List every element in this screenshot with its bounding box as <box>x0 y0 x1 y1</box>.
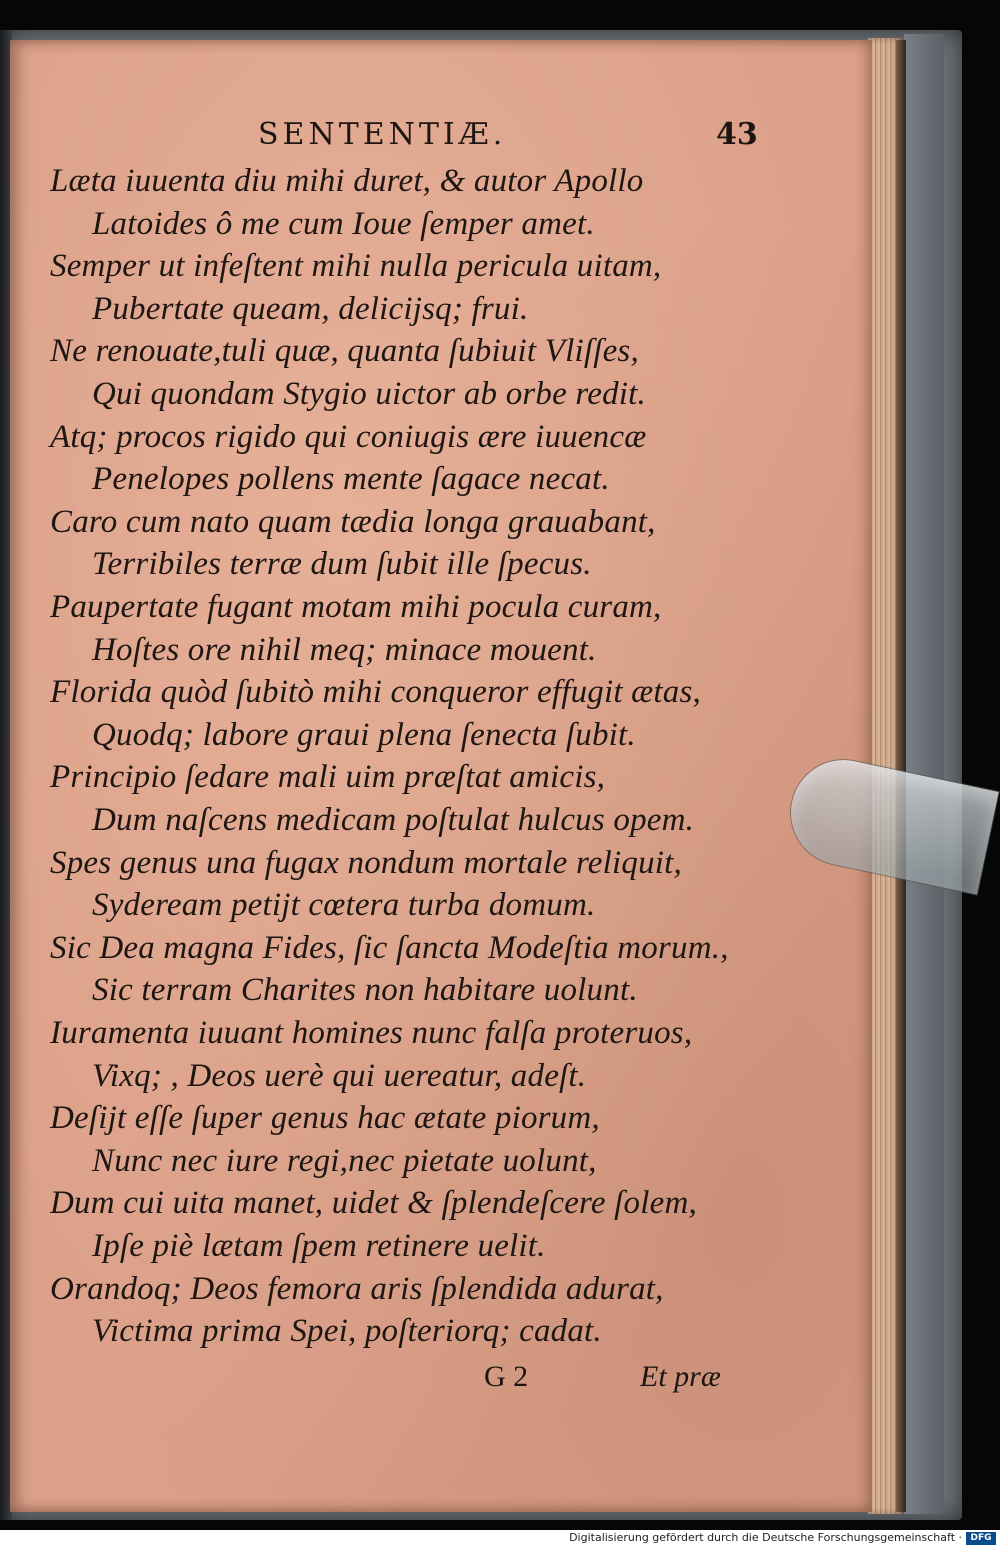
verse-line: Dum naſcens medicam poſtulat hulcus opem. <box>92 802 695 838</box>
verse-line: Qui quondam Stygio uictor ab orbe redit. <box>92 376 646 412</box>
verse-line: Latoides ô me cum Ioue ſemper amet. <box>92 205 595 242</box>
verse-line: Terribiles terræ dum ſubit ille ſpecus. <box>92 546 592 583</box>
verse-line: Spes genus una fugax nondum mortale reliquit, <box>50 844 682 881</box>
verse-line: Ipſe piè lætam ſpem retinere uelit. <box>92 1228 546 1264</box>
running-header: SENTENTIÆ. <box>258 117 507 152</box>
verse-line: Victima prima Spei, poſteriorq; cadat. <box>92 1313 602 1350</box>
verse-line: Orandoq; Deos femora aris ſplendida adurat, <box>50 1270 664 1307</box>
verse-line: Penelopes pollens mente ſagace necat. <box>92 461 610 498</box>
verse-line: Vixq; , Deos uerè qui uereatur, adeſt. <box>92 1057 587 1094</box>
verse-line: Principio ſedare mali uim præſtat amicis, <box>50 759 606 796</box>
verse-line: Nunc nec iure regi,nec pietate uolunt, <box>92 1142 597 1179</box>
catchword: Et præ <box>640 1360 721 1393</box>
funding-credit: Digitalisierung gefördert durch die Deutsche Forschungsgemeinschaft · <box>569 1531 962 1544</box>
verse-line: Læta iuuenta diu mihi duret, & autor Apollo <box>50 163 644 199</box>
verse-line: Deſijt eſſe ſuper genus hac ætate piorum, <box>50 1100 600 1137</box>
verse-line: Pubertate queam, delicijsq; frui. <box>92 290 529 327</box>
verse-line: Semper ut infeſtent mihi nulla pericula uitam, <box>50 248 662 285</box>
page-number: 43 <box>716 117 758 152</box>
verse-line: Sydeream petijt cœtera turba domum. <box>92 887 596 924</box>
verse-line: Iuramenta iuuant homines nunc falſa proteruos, <box>50 1015 693 1051</box>
dfg-logo-icon: DFG <box>966 1532 996 1545</box>
verse-line: Ne renouate,tuli quæ, quanta ſubiuit Vliſſes, <box>50 333 639 370</box>
verse-line: Caro cum nato quam tædia longa grauabant, <box>50 503 656 540</box>
verse-line: Sic terram Charites non habitare uolunt. <box>92 972 638 1009</box>
verse-line: Quodq; labore graui plena ſenecta ſubit. <box>92 716 636 753</box>
verse-line: Hoſtes ore nihil meq; minace mouent. <box>92 631 597 668</box>
verse-line: Atq; procos rigido qui coniugis ære iuuencæ <box>50 418 647 455</box>
verse-line: Dum cui uita manet, uidet & ſplendeſcere ſolem, <box>50 1185 697 1222</box>
verse-line: Florida quòd ſubitò mihi conqueror effugit ætas, <box>50 674 701 711</box>
verse-line: Paupertate fugant motam mihi pocula curam, <box>50 589 662 625</box>
verse-line: Sic Dea magna Fides, ſic ſancta Modeſtia morum., <box>50 929 729 966</box>
signature-mark: G 2 <box>484 1360 529 1393</box>
